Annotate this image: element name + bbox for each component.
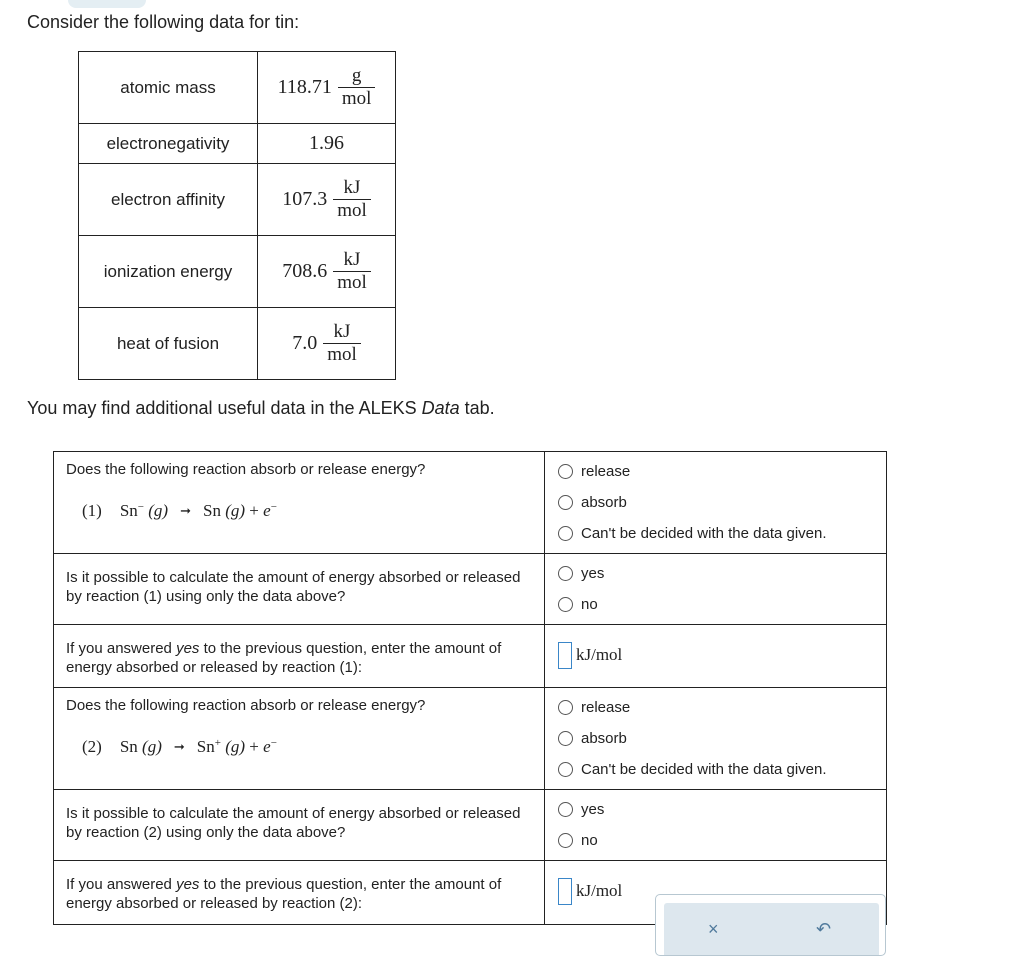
value-number: 708.6 xyxy=(282,260,328,282)
undo-icon[interactable]: ↶ xyxy=(816,919,832,939)
calc-1-question: Is it possible to calculate the amount of energy absorbed or released by reaction (1) using only the data above? xyxy=(54,554,545,625)
reaction-2-equation: (2) Sn (g) ➞ Sn + (g) + e − xyxy=(82,737,277,756)
enter-1-question: If you answered yes to the previous question, enter the amount of energy absorbed or released by reaction (1): xyxy=(54,625,545,688)
reaction-2-option-absorb[interactable]: absorb xyxy=(558,723,873,754)
question-row-reaction-1 xyxy=(54,452,887,554)
radio-button[interactable] xyxy=(558,762,573,777)
calc-1-option-yes[interactable]: yes xyxy=(558,558,873,589)
property-value xyxy=(258,308,396,380)
unit-label: kJ/mol xyxy=(576,881,623,900)
reaction-2-question: Does the following reaction absorb or release energy? xyxy=(66,697,426,714)
table-row xyxy=(79,52,396,124)
calc-2-question: Is it possible to calculate the amount of energy absorbed or released by reaction (2) using only the data above? xyxy=(54,790,545,861)
question-row-calc-2 xyxy=(54,790,887,861)
radio-button[interactable] xyxy=(558,802,573,817)
reaction-1-option-release[interactable]: release xyxy=(558,456,873,487)
value-number: 107.3 xyxy=(282,188,328,210)
value-number: 118.71 xyxy=(277,76,332,98)
property-label: atomic mass xyxy=(79,52,258,124)
reaction-arrow-icon: ➞ xyxy=(173,739,185,754)
unit-numerator: kJ xyxy=(343,248,361,270)
clear-icon[interactable]: × xyxy=(708,919,719,939)
radio-button[interactable] xyxy=(558,495,573,510)
calc-1-option-no[interactable]: no xyxy=(558,589,873,620)
unit-numerator: kJ xyxy=(333,320,351,342)
unit-denominator: mol xyxy=(338,87,376,110)
reaction-1-equation: (1) Sn − (g) ➞ Sn (g) + e − xyxy=(82,501,277,520)
question-row-calc-1 xyxy=(54,554,887,625)
reaction-2-option-release[interactable]: release xyxy=(558,692,873,723)
table-row xyxy=(79,236,396,308)
energy-2-input[interactable] xyxy=(558,878,572,905)
reaction-1-question: Does the following reaction absorb or release energy? xyxy=(66,461,426,478)
calc-2-option-yes[interactable]: yes xyxy=(558,794,873,825)
unit-label: kJ/mol xyxy=(576,645,623,664)
value-number: 7.0 xyxy=(292,332,318,354)
table-row xyxy=(79,124,396,164)
property-label: heat of fusion xyxy=(79,308,258,380)
property-value xyxy=(258,164,396,236)
radio-button[interactable] xyxy=(558,566,573,581)
tin-data-table xyxy=(78,51,396,380)
property-value: 1.96 xyxy=(258,124,396,164)
radio-button[interactable] xyxy=(558,464,573,479)
property-label: ionization energy xyxy=(79,236,258,308)
intro-text: Consider the following data for tin: xyxy=(27,12,300,32)
radio-button[interactable] xyxy=(558,731,573,746)
unit-denominator: mol xyxy=(323,343,361,366)
property-label: electronegativity xyxy=(79,124,258,164)
radio-button[interactable] xyxy=(558,833,573,848)
property-label: electron affinity xyxy=(79,164,258,236)
energy-1-input[interactable] xyxy=(558,642,572,669)
data-tab-hint: You may find additional useful data in the ALEKS Data tab. xyxy=(27,398,495,418)
reaction-1-option-undecidable[interactable]: Can't be decided with the data given. xyxy=(558,518,873,549)
unit-denominator: mol xyxy=(333,271,371,294)
reaction-2-option-undecidable[interactable]: Can't be decided with the data given. xyxy=(558,754,873,785)
unit-numerator: kJ xyxy=(343,176,361,198)
unit-denominator: mol xyxy=(333,199,371,222)
table-row xyxy=(79,308,396,380)
top-tab xyxy=(68,0,146,8)
reaction-arrow-icon: ➞ xyxy=(180,503,191,518)
question-row-reaction-2 xyxy=(54,688,887,790)
table-row xyxy=(79,164,396,236)
property-value xyxy=(258,236,396,308)
property-value xyxy=(258,52,396,124)
unit-numerator: g xyxy=(351,64,362,86)
calc-2-option-no[interactable]: no xyxy=(558,825,873,856)
answer-tools-panel xyxy=(655,894,886,956)
question-table xyxy=(53,451,887,925)
radio-button[interactable] xyxy=(558,526,573,541)
reaction-1-option-absorb[interactable]: absorb xyxy=(558,487,873,518)
radio-button[interactable] xyxy=(558,700,573,715)
radio-button[interactable] xyxy=(558,597,573,612)
question-row-enter-1 xyxy=(54,625,887,688)
enter-2-question: If you answered yes to the previous question, enter the amount of energy absorbed or released by reaction (2): xyxy=(54,861,545,925)
